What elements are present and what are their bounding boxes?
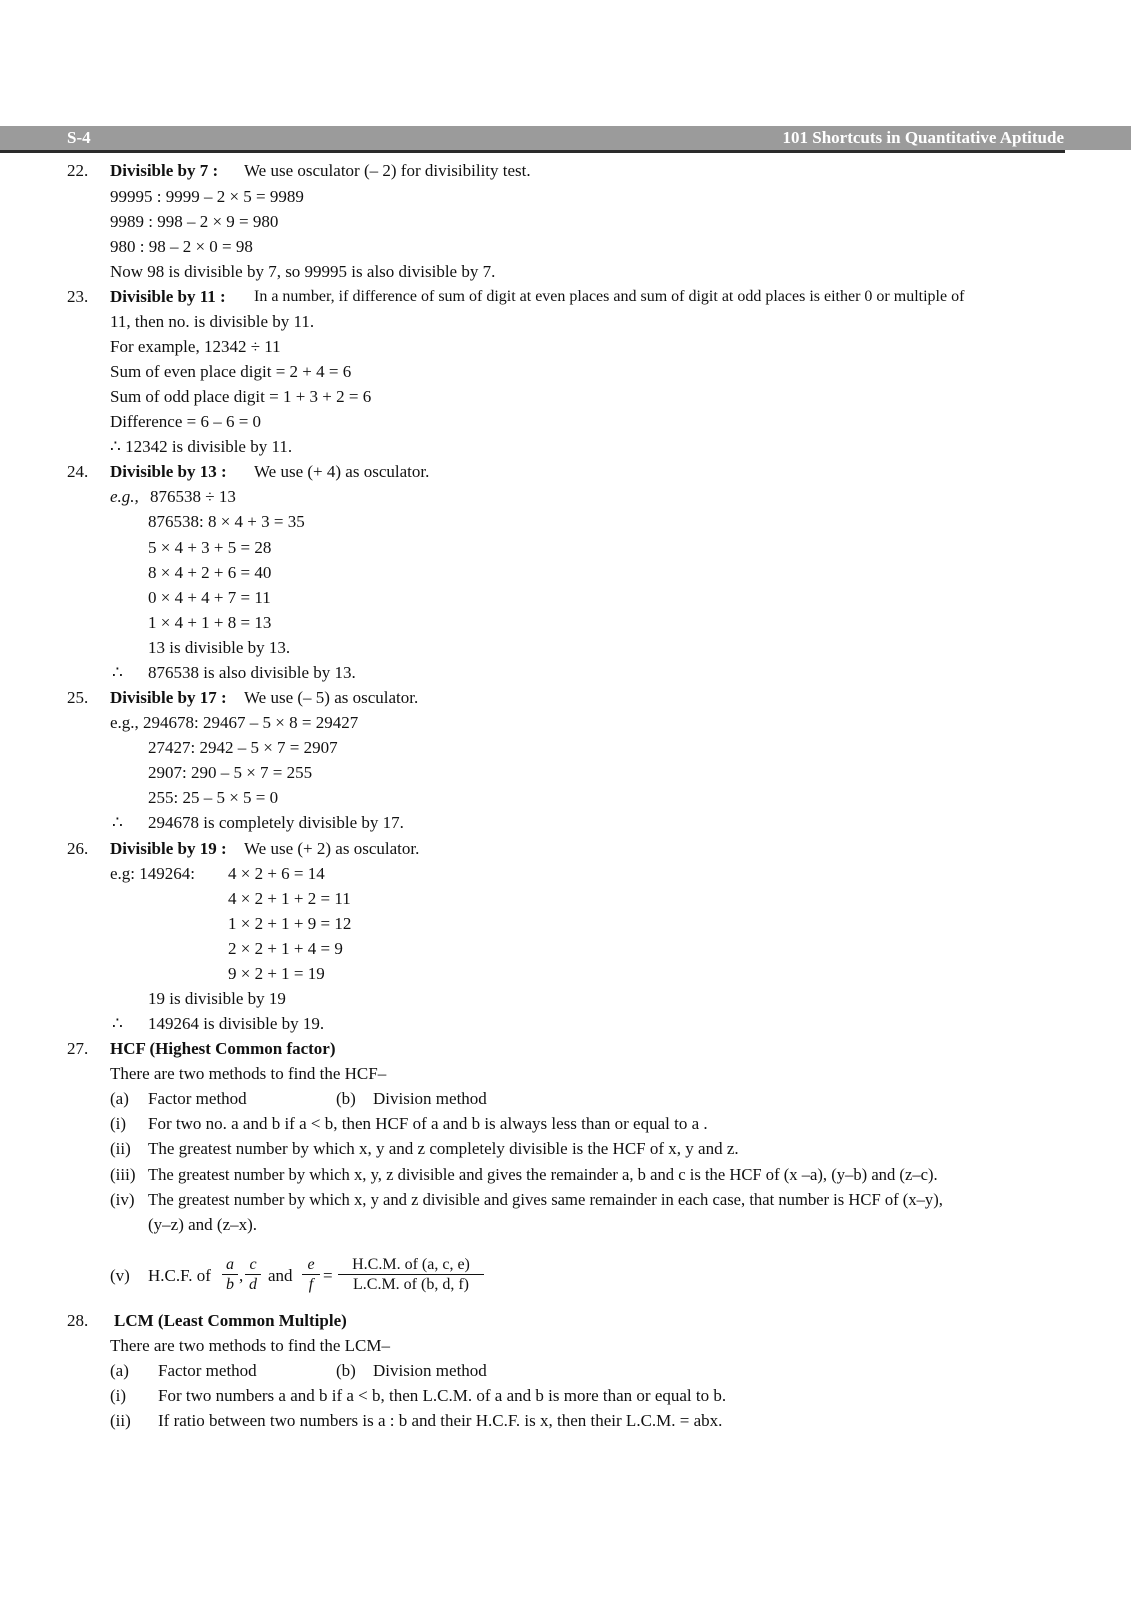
item-label: (iv) xyxy=(110,1190,135,1209)
text-line: e.g., 294678: 29467 – 5 × 8 = 29427 xyxy=(110,713,359,732)
text-line: ∴ 12342 is divisible by 11. xyxy=(110,437,293,456)
text-line: Difference = 6 – 6 = 0 xyxy=(110,412,262,431)
method-label: (a) xyxy=(110,1089,129,1108)
fraction-numerator: c xyxy=(249,1256,257,1273)
section-number: 23. xyxy=(67,287,89,306)
section-title: Divisible by 7 : xyxy=(110,161,219,180)
fraction-e-over-f xyxy=(302,1255,320,1294)
item-label: (ii) xyxy=(110,1139,131,1158)
section-intro: We use (+ 2) as osculator. xyxy=(244,839,420,858)
text-line: 9989 : 998 – 2 × 9 = 980 xyxy=(110,212,279,231)
method-text: Division method xyxy=(373,1089,487,1108)
item-text: For two numbers a and b if a < b, then L.C.M. of a and b is more than or equal to b. xyxy=(158,1386,727,1405)
text-line: 27427: 2942 – 5 × 7 = 2907 xyxy=(148,738,338,757)
item-label: (i) xyxy=(110,1114,127,1133)
fraction-hcm-over-lcm xyxy=(338,1255,484,1294)
text-line: 8 × 4 + 2 + 6 = 40 xyxy=(148,563,272,582)
example-value: 876538 ÷ 13 xyxy=(150,487,236,506)
text-line: 0 × 4 + 4 + 7 = 11 xyxy=(148,588,271,607)
method-text: Factor method xyxy=(158,1361,257,1380)
item-label: (i) xyxy=(110,1386,127,1405)
item-text: The greatest number by which x, y, z divisible and gives the remainder a, b and c is the HCF of (x –a), (y–b) and (z–c). xyxy=(148,1165,938,1184)
section-number: 26. xyxy=(67,839,89,858)
therefore-symbol: ∴ xyxy=(112,813,123,832)
text-line: Sum of even place digit = 2 + 4 = 6 xyxy=(110,362,352,381)
item-text-cont: (y–z) and (z–x). xyxy=(148,1215,258,1234)
item-text: If ratio between two numbers is a : b and their H.C.F. is x, then their L.C.M. = abx. xyxy=(158,1411,723,1430)
example-label: e.g., xyxy=(110,487,139,506)
section-intro: We use osculator (– 2) for divisibility test. xyxy=(244,161,531,180)
fraction-numerator: e xyxy=(307,1256,315,1273)
section-number: 22. xyxy=(67,161,89,180)
formula-comma: , xyxy=(239,1266,244,1285)
fraction-a-over-b xyxy=(222,1255,238,1294)
method-label: (a) xyxy=(110,1361,129,1380)
fraction-c-over-d xyxy=(245,1255,261,1294)
text-line: 2 × 2 + 1 + 4 = 9 xyxy=(228,939,343,958)
item-label: (iii) xyxy=(110,1165,136,1184)
book-title: 101 Shortcuts in Quantitative Aptitude xyxy=(782,128,1064,147)
item-label: (ii) xyxy=(110,1411,131,1430)
text-line: 1 × 4 + 1 + 8 = 13 xyxy=(148,613,272,632)
item-text: The greatest number by which x, y and z divisible and gives same remainder in each case, that number is HCF of (x–y), xyxy=(148,1190,943,1209)
text-line: 99995 : 9999 – 2 × 5 = 9989 xyxy=(110,187,304,206)
fraction-denominator: b xyxy=(226,1276,234,1293)
formula-prefix: H.C.F. of xyxy=(148,1266,211,1285)
section-intro: There are two methods to find the HCF– xyxy=(110,1064,387,1083)
text-line: 980 : 98 – 2 × 0 = 98 xyxy=(110,237,253,256)
text-line: 1 × 2 + 1 + 9 = 12 xyxy=(228,914,352,933)
method-label: (b) xyxy=(336,1361,356,1380)
example-label: e.g: 149264: xyxy=(110,864,195,883)
method-label: (b) xyxy=(336,1089,356,1108)
section-intro: We use (+ 4) as osculator. xyxy=(254,462,430,481)
section-number: 24. xyxy=(67,462,89,481)
section-title: Divisible by 11 : xyxy=(110,287,226,306)
section-title: HCF (Highest Common factor) xyxy=(110,1039,336,1058)
text-line: 9 × 2 + 1 = 19 xyxy=(228,964,325,983)
item-text: The greatest number by which x, y and z completely divisible is the HCF of x, y and z. xyxy=(148,1139,739,1158)
text-line: 19 is divisible by 19 xyxy=(148,989,286,1008)
item-text: For two no. a and b if a < b, then HCF of a and b is always less than or equal to a . xyxy=(148,1114,708,1133)
header-rule xyxy=(0,150,1065,153)
section-number: 27. xyxy=(67,1039,89,1058)
fraction-numerator: a xyxy=(226,1256,234,1273)
conclusion: 294678 is completely divisible by 17. xyxy=(148,813,404,832)
conclusion: 149264 is divisible by 19. xyxy=(148,1014,325,1033)
section-intro: There are two methods to find the LCM– xyxy=(110,1336,390,1355)
fraction-numerator: H.C.M. of (a, c, e) xyxy=(352,1256,470,1273)
text-line: 4 × 2 + 1 + 2 = 11 xyxy=(228,889,351,908)
section-title: Divisible by 19 : xyxy=(110,839,227,858)
section-title: LCM (Least Common Multiple) xyxy=(114,1311,347,1330)
fraction-denominator: L.C.M. of (b, d, f) xyxy=(353,1276,469,1293)
section-intro-cont: 11, then no. is divisible by 11. xyxy=(110,312,315,331)
section-intro: We use (– 5) as osculator. xyxy=(244,688,419,707)
text-line: 4 × 2 + 6 = 14 xyxy=(228,864,325,883)
text-line: 876538: 8 × 4 + 3 = 35 xyxy=(148,512,305,531)
section-title: Divisible by 17 : xyxy=(110,688,227,707)
section-title: Divisible by 13 : xyxy=(110,462,227,481)
method-text: Factor method xyxy=(148,1089,247,1108)
therefore-symbol: ∴ xyxy=(112,663,123,682)
text-line: Sum of odd place digit = 1 + 3 + 2 = 6 xyxy=(110,387,372,406)
fraction-denominator: d xyxy=(249,1276,257,1293)
section-number: 25. xyxy=(67,688,89,707)
text-line: 5 × 4 + 3 + 5 = 28 xyxy=(148,538,272,557)
text-line: For example, 12342 ÷ 11 xyxy=(110,337,281,356)
text-line: 13 is divisible by 13. xyxy=(148,638,291,657)
section-number: 28. xyxy=(67,1311,89,1330)
fraction-denominator: f xyxy=(308,1276,314,1293)
text-line: Now 98 is divisible by 7, so 99995 is also divisible by 7. xyxy=(110,262,496,281)
section-intro: In a number, if difference of sum of digit at even places and sum of digit at odd places is either 0 or multiple of xyxy=(254,288,965,305)
formula-and: and xyxy=(268,1266,293,1285)
item-label: (v) xyxy=(110,1266,130,1285)
method-text: Division method xyxy=(373,1361,487,1380)
formula-equals: = xyxy=(323,1266,333,1285)
page-number: S-4 xyxy=(67,128,91,147)
text-line: 2907: 290 – 5 × 7 = 255 xyxy=(148,763,313,782)
therefore-symbol: ∴ xyxy=(112,1014,123,1033)
conclusion: 876538 is also divisible by 13. xyxy=(148,663,356,682)
text-line: 255: 25 – 5 × 5 = 0 xyxy=(148,788,279,807)
